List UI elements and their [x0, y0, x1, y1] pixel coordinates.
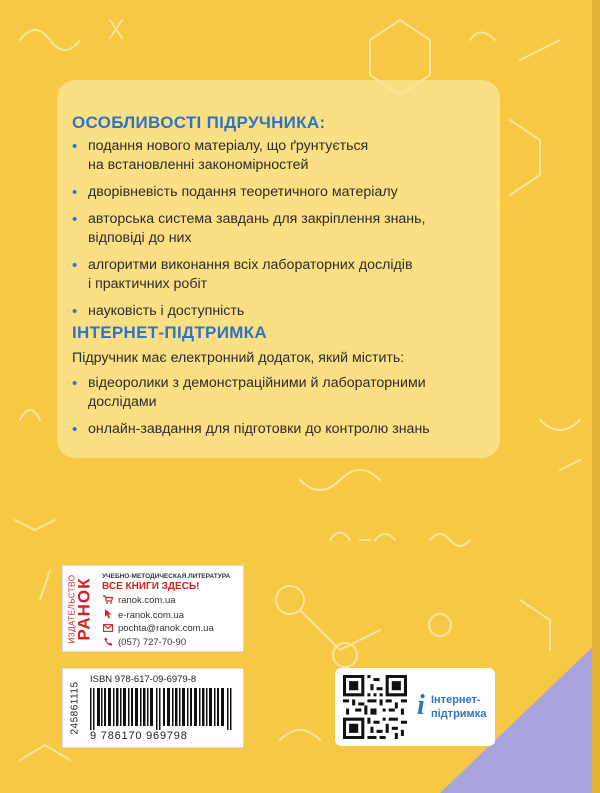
publisher-logo-caption: ИЗДАТЕЛЬСТВО — [67, 574, 77, 643]
publisher-logo — [63, 566, 97, 651]
publisher-box — [62, 565, 244, 652]
barcode-digits: 9 786170 969798 — [90, 730, 188, 742]
support-list-item: • відеоролики з демонстраційними й лабораторними дослідами — [72, 374, 502, 412]
qr-code[interactable] — [343, 675, 407, 739]
contact-shop-text: ranok.com.ua — [118, 595, 176, 606]
publisher-caption: УЧЕБНО-МЕТОДИЧЕСКАЯ ЛИТЕРАТУРА — [102, 573, 231, 580]
support-list-item: • онлайн-завдання для підготовки до контролю знань — [72, 420, 502, 439]
contact-email[interactable] — [102, 623, 214, 634]
cursor-icon — [102, 609, 114, 621]
features-list-item: • подання нового матеріалу, що ґрунтується на встановленні закономірностей — [72, 137, 502, 175]
barcode-image — [90, 688, 235, 730]
features-list-item: • алгоритми виконання всіх лабораторних дослідів і практичних робіт — [72, 256, 502, 294]
contact-phone[interactable] — [102, 637, 186, 648]
contact-eshop-text: e-ranok.com.ua — [118, 609, 185, 621]
support-heading: ІНТЕРНЕТ-ПІДТРИМКА — [72, 323, 267, 342]
features-list — [72, 137, 502, 329]
info-icon: i — [417, 690, 425, 721]
barcode-side-number: 245861115 — [69, 681, 81, 735]
phone-icon — [102, 637, 114, 648]
contact-shop[interactable] — [102, 595, 176, 606]
internet-support-label: Інтернет- підтримка — [431, 694, 487, 720]
support-list — [72, 374, 502, 447]
features-list-item: • дворівневість подання теоретичного матеріалу — [72, 183, 502, 202]
contact-phone-text: (057) 727-70-90 — [118, 637, 187, 648]
publisher-headline: ВСЕ КНИГИ ЗДЕСЬ! — [102, 581, 200, 592]
barcode-box — [62, 668, 244, 748]
contact-email-text: pochta@ranok.com.ua — [118, 623, 214, 634]
contact-eshop[interactable] — [102, 609, 184, 621]
features-list-item: • науковість і доступність — [72, 302, 502, 321]
email-icon — [102, 624, 114, 634]
cart-icon — [102, 595, 114, 606]
features-heading: ОСОБЛИВОСТІ ПІДРУЧНИКА: — [72, 113, 326, 132]
features-list-item: • авторська система завдань для закріплення знань, відповіді до них — [72, 210, 502, 248]
support-intro: Підручник має електронний додаток, який містить: — [72, 350, 405, 366]
qr-box — [335, 668, 495, 746]
isbn-number: ISBN 978-617-09-6979-8 — [90, 674, 197, 685]
book-spine-edge — [592, 0, 600, 793]
publisher-logo-name: РАНОК — [74, 577, 94, 641]
